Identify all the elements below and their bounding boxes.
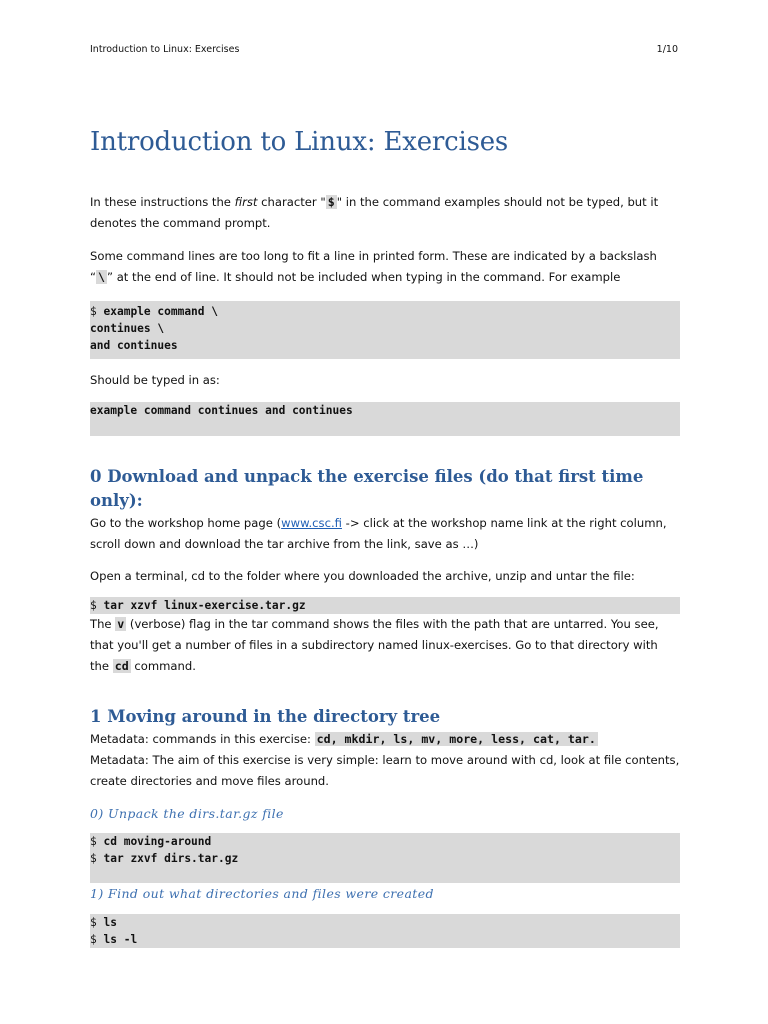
- inline-code-backslash: \: [98, 270, 105, 284]
- code-line: $ ls: [90, 916, 117, 929]
- section-0-paragraph-verbose: The v (verbose) flag in the tar command shows the files with the path that are untarred. You see, that you'll get a number of files in a subdirectory named linux-exercises. Go to that directory with the cd command.: [90, 617, 659, 673]
- inline-code-cd: cd: [114, 659, 129, 673]
- code-line: $ tar zxvf dirs.tar.gz: [90, 852, 239, 865]
- intro-paragraph-backslash: Some command lines are too long to fit a line in printed form. These are indicated by a backslash “ \ ” at the end of line. It should not be included when typing in the command. For example: [90, 249, 657, 284]
- section-1-heading: 1 Moving around in the directory tree: [90, 707, 441, 726]
- section-1-metadata-aim: Metadata: The aim of this exercise is very simple: learn to move around with cd, look at file contents, create directories and move files around.: [90, 753, 680, 788]
- code-block-typed: [90, 402, 680, 436]
- code-block-ls: [90, 914, 680, 948]
- code-line: and continues: [90, 339, 178, 352]
- inline-code-dollar: $: [327, 195, 335, 209]
- code-block-example: [90, 301, 680, 359]
- inline-code-command-list: cd, mkdir, ls, mv, more, less, cat, tar.: [316, 732, 596, 746]
- inline-code-v: v: [117, 617, 125, 631]
- emphasis-first: first: [234, 195, 258, 209]
- code-line: continues \: [90, 322, 165, 335]
- intro-paragraph-prompt: In these instructions the first character " $ " in the command examples should not be typed, but it denotes the command prompt.: [90, 195, 659, 230]
- code-line: $ example command \: [90, 305, 219, 318]
- csc-link[interactable]: www.csc.fi: [281, 516, 342, 530]
- code-block-untar: [90, 597, 680, 614]
- typed-in-label: Should be typed in as:: [90, 373, 220, 387]
- code-line: $ cd moving-around: [90, 835, 212, 848]
- section-0-paragraph-homepage: Go to the workshop home page (www.csc.fi -> click at the workshop name link at the right column, scroll down and download the tar archive from the link, save as …): [90, 516, 667, 551]
- subsection-1-heading: 1) Find out what directories and files were created: [90, 886, 434, 901]
- page-number: 1/10: [656, 44, 678, 55]
- document-title: Introduction to Linux: Exercises: [90, 127, 509, 157]
- code-line: $ tar xzvf linux-exercise.tar.gz: [90, 599, 306, 612]
- code-block-unpack-dirs: [90, 833, 680, 883]
- section-1-metadata-commands: Metadata: commands in this exercise: cd, mkdir, ls, mv, more, less, cat, tar.: [90, 732, 596, 746]
- code-line: example command continues and continues: [90, 404, 353, 417]
- code-line: $ ls -l: [90, 933, 138, 946]
- subsection-0-heading: 0) Unpack the dirs.tar.gz file: [90, 806, 284, 821]
- section-0-heading: 0 Download and unpack the exercise files (do that first time only):: [90, 467, 644, 510]
- document-content: [90, 122, 680, 948]
- header-title: Introduction to Linux: Exercises: [90, 44, 240, 55]
- section-0-paragraph-terminal: Open a terminal, cd to the folder where you downloaded the archive, unzip and untar the file:: [90, 569, 635, 583]
- page-header: [90, 44, 678, 55]
